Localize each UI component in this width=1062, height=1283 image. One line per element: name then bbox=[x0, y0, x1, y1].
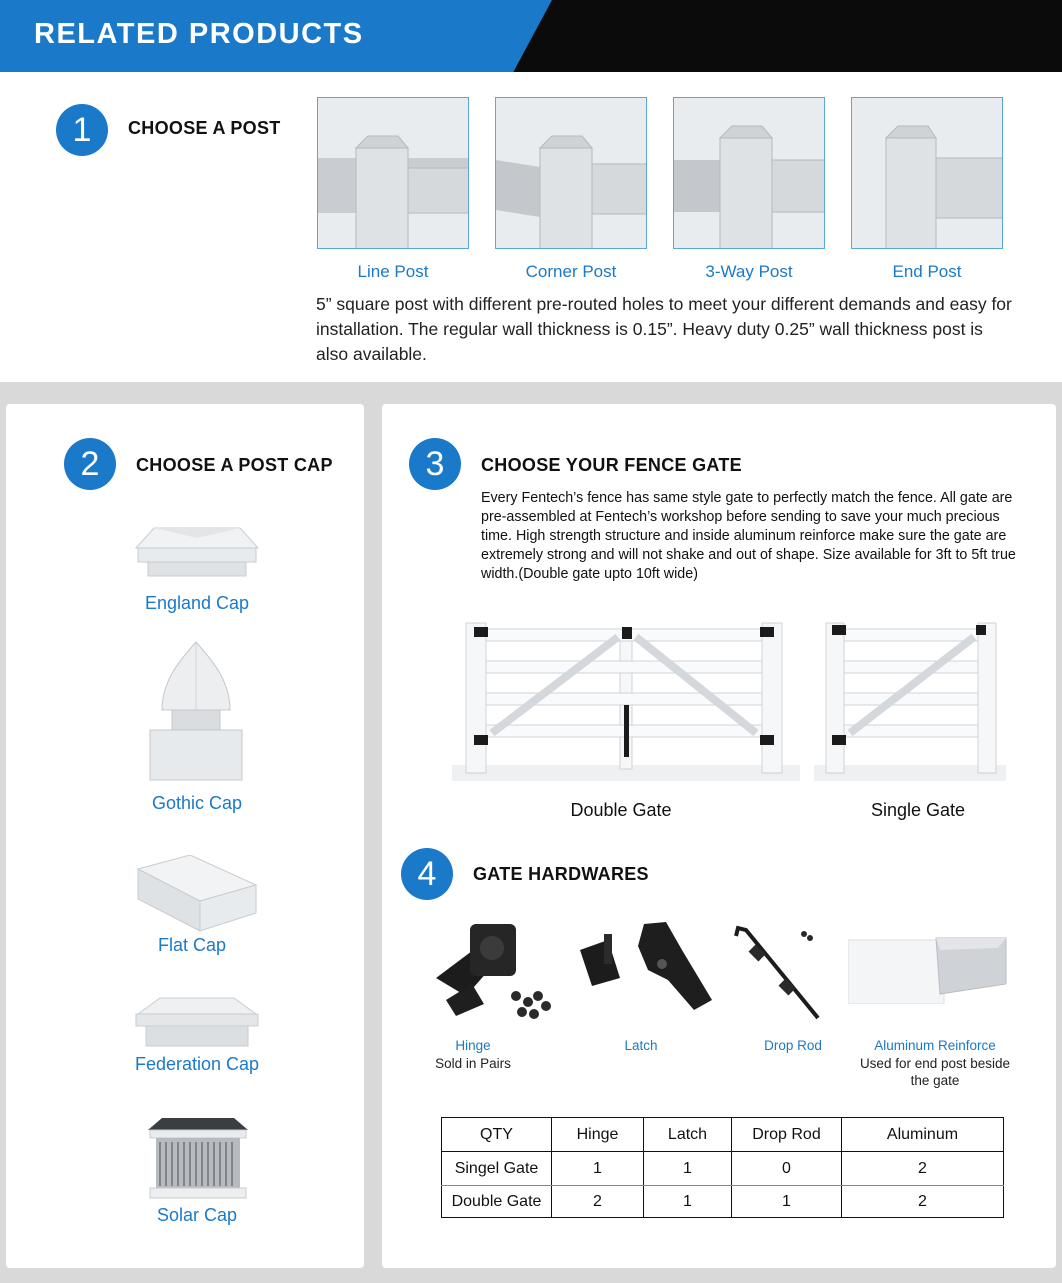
single-gate-image[interactable] bbox=[814, 615, 1006, 788]
aluminum-reinforce-note: Used for end post beside the gate bbox=[859, 1056, 1011, 1088]
step-number-2: 2 bbox=[64, 438, 116, 490]
federation-cap-label[interactable]: Federation Cap bbox=[134, 1054, 260, 1074]
choose-gate-heading: CHOOSE YOUR FENCE GATE bbox=[481, 455, 742, 475]
table-header-row bbox=[442, 1118, 1004, 1152]
step-number-1: 1 bbox=[56, 104, 108, 156]
table-header-cell: QTY bbox=[442, 1118, 552, 1152]
banner-title: RELATED PRODUCTS bbox=[34, 18, 364, 50]
table-row bbox=[442, 1186, 1004, 1218]
solar-cap-label[interactable]: Solar Cap bbox=[156, 1205, 238, 1225]
gothic-cap-label[interactable]: Gothic Cap bbox=[151, 793, 243, 813]
hinge-label[interactable]: Hinge bbox=[455, 1038, 491, 1053]
banner bbox=[0, 0, 1062, 72]
table-header-cell: Aluminum bbox=[842, 1118, 1004, 1152]
corner-post-label[interactable]: Corner Post bbox=[525, 262, 617, 281]
table-cell: 1 bbox=[552, 1152, 644, 1186]
table-cell: 1 bbox=[732, 1186, 842, 1218]
aluminum-reinforce-label[interactable]: Aluminum Reinforce bbox=[874, 1038, 996, 1053]
table-cell: 2 bbox=[842, 1152, 1004, 1186]
post-description: 5” square post with different pre-routed holes to meet your different demands and easy for installation. The regular wall thickness is 0.15”. Heavy duty 0.25” wall thickness post is also available. bbox=[316, 294, 1012, 364]
flat-cap-image[interactable] bbox=[134, 855, 260, 940]
three-way-post-image[interactable] bbox=[673, 97, 825, 249]
gate-description: Every Fentech’s fence has same style gate to perfectly match the fence. All gate are pre-assembled at Fentech’s workshop before sending to save your much precious time. High strength structure and inside aluminum reinforce make sure the gate are extremely strong and will not shake and out of shape. Size available for 3ft to 5ft true width.(Double gate upto 10ft wide) bbox=[481, 490, 1016, 582]
england-cap-label[interactable]: England Cap bbox=[144, 593, 250, 613]
hardware-quantity-table bbox=[441, 1117, 1004, 1218]
table-header-cell: Hinge bbox=[552, 1118, 644, 1152]
double-gate-image[interactable] bbox=[452, 615, 800, 788]
drop-rod-image[interactable] bbox=[726, 920, 826, 1027]
table-cell: 1 bbox=[644, 1152, 732, 1186]
line-post-image[interactable] bbox=[317, 97, 469, 249]
end-post-image[interactable] bbox=[851, 97, 1003, 249]
table-cell: 1 bbox=[644, 1186, 732, 1218]
choose-post-cap-heading: CHOOSE A POST CAP bbox=[136, 455, 333, 475]
drop-rod-label[interactable]: Drop Rod bbox=[764, 1038, 822, 1053]
gate-hardwares-heading: GATE HARDWARES bbox=[473, 864, 649, 884]
table-cell: Singel Gate bbox=[442, 1152, 552, 1186]
solar-cap-image[interactable] bbox=[146, 1116, 250, 1205]
three-way-post-label[interactable]: 3-Way Post bbox=[705, 262, 793, 281]
step-number-4: 4 bbox=[401, 848, 453, 900]
gothic-cap-image[interactable] bbox=[144, 640, 248, 789]
table-cell: Double Gate bbox=[442, 1186, 552, 1218]
double-gate-label[interactable]: Double Gate bbox=[570, 800, 672, 820]
hinge-note: Sold in Pairs bbox=[435, 1056, 511, 1071]
federation-cap-image[interactable] bbox=[132, 996, 262, 1057]
line-post-label[interactable]: Line Post bbox=[357, 262, 429, 281]
end-post-label[interactable]: End Post bbox=[892, 262, 962, 281]
table-header-cell: Latch bbox=[644, 1118, 732, 1152]
latch-label[interactable]: Latch bbox=[624, 1038, 658, 1053]
flat-cap-label[interactable]: Flat Cap bbox=[157, 935, 227, 955]
england-cap-image[interactable] bbox=[132, 524, 262, 589]
table-header-cell: Drop Rod bbox=[732, 1118, 842, 1152]
table-cell: 2 bbox=[552, 1186, 644, 1218]
table-cell: 0 bbox=[732, 1152, 842, 1186]
step-number-3: 3 bbox=[409, 438, 461, 490]
aluminum-reinforce-image[interactable] bbox=[848, 934, 1008, 1009]
choose-post-heading: CHOOSE A POST bbox=[128, 118, 281, 138]
corner-post-image[interactable] bbox=[495, 97, 647, 249]
table-cell: 2 bbox=[842, 1186, 1004, 1218]
table-row bbox=[442, 1152, 1004, 1186]
single-gate-label[interactable]: Single Gate bbox=[870, 800, 966, 820]
hinge-image[interactable] bbox=[426, 918, 556, 1029]
latch-image[interactable] bbox=[574, 920, 716, 1021]
